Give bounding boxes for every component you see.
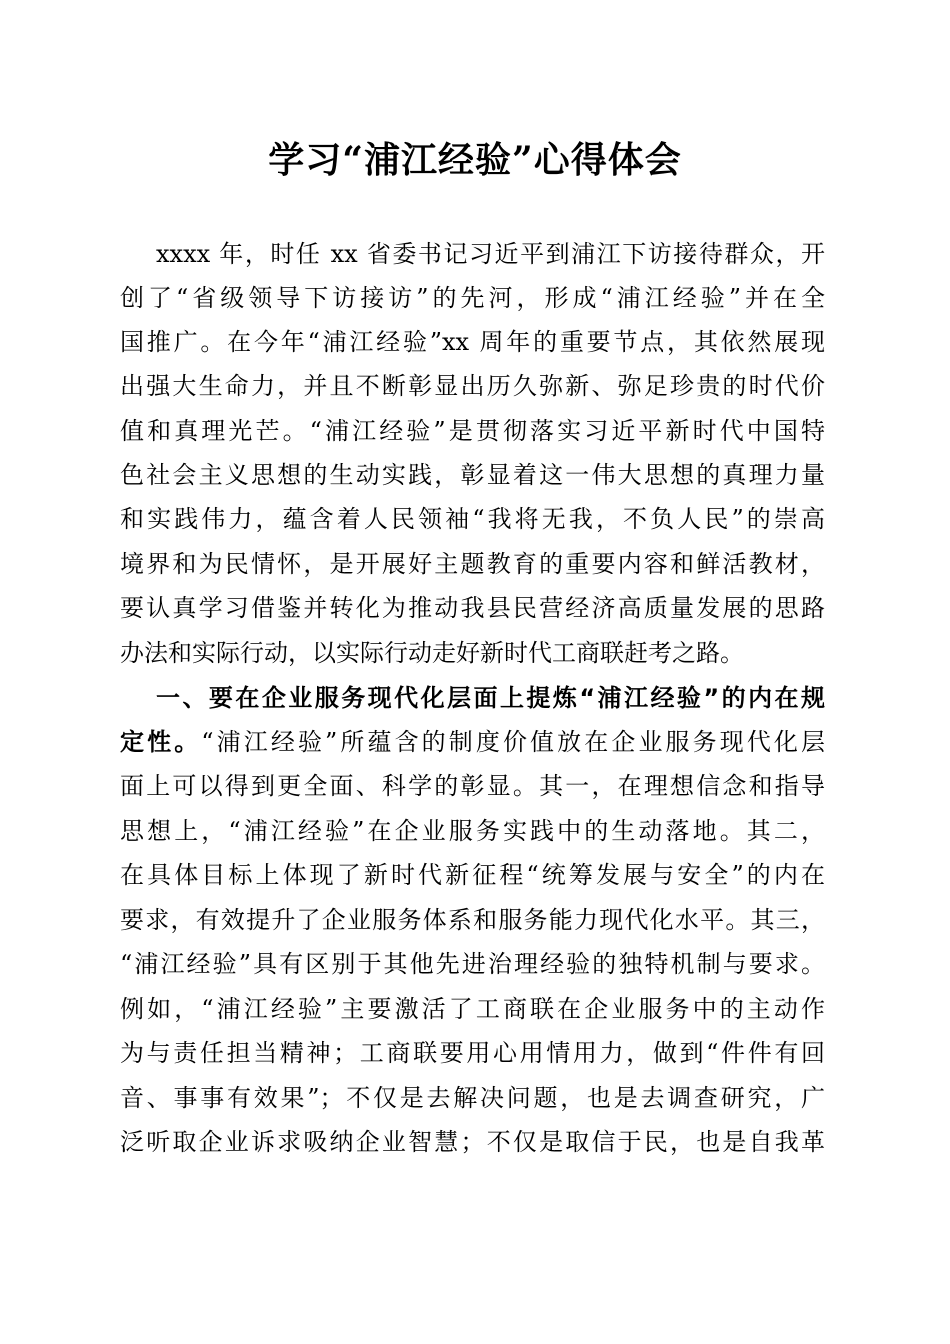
paragraph-line: 创了“省级领导下访接访”的先河，形成“浦江经验”并在全 bbox=[120, 284, 825, 312]
paragraph-line: 要认真学习借鉴并转化为推动我县民营经济高质量发展的思路 bbox=[120, 594, 825, 622]
section-heading: 一、要在企业服务现代化层面上提炼“浦江经验”的内在规 bbox=[156, 684, 825, 712]
paragraph-line: 泛听取企业诉求吸纳企业智慧；不仅是取信于民，也是自我革 bbox=[120, 1128, 825, 1156]
paragraph-line: 色社会主义思想的生动实践，彰显着这一伟大思想的真理力量 bbox=[120, 461, 825, 489]
paragraph-line: 国推广。在今年“浦江经验”xx 周年的重要节点，其依然展现 bbox=[120, 328, 825, 356]
paragraph-line: 境界和为民情怀，是开展好主题教育的重要内容和鲜活教材， bbox=[120, 550, 825, 578]
document-title: 学习“浦江经验”心得体会 bbox=[268, 139, 682, 181]
paragraph-line: xxxx 年，时任 xx 省委书记习近平到浦江下访接待群众，开 bbox=[156, 240, 825, 268]
paragraph-line: 办法和实际行动，以实际行动走好新时代工商联赶考之路。 bbox=[120, 639, 744, 667]
paragraph-line: 要求，有效提升了企业服务体系和服务能力现代化水平。其三， bbox=[120, 906, 825, 934]
paragraph-line: 为与责任担当精神；工商联要用心用情用力，做到“件件有回 bbox=[120, 1039, 825, 1067]
section-heading-continued-line bbox=[120, 720, 825, 764]
paragraph-text: “浦江经验”所蕴含的制度价值放在企业服务现代化层 bbox=[201, 728, 825, 756]
paragraph-line: “浦江经验”具有区别于其他先进治理经验的独特机制与要求。 bbox=[120, 950, 825, 978]
section-heading-end: 定性。 bbox=[120, 728, 202, 756]
paragraph-line: 音、事事有效果”；不仅是去解决问题，也是去调查研究，广 bbox=[120, 1084, 825, 1112]
paragraph-line: 思想上，“浦江经验”在企业服务实践中的生动落地。其二， bbox=[120, 817, 825, 845]
paragraph-line: 出强大生命力，并且不断彰显出历久弥新、弥足珍贵的时代价 bbox=[120, 372, 825, 400]
paragraph-line: 在具体目标上体现了新时代新征程“统筹发展与安全”的内在 bbox=[120, 861, 825, 889]
paragraph-line: 面上可以得到更全面、科学的彰显。其一，在理想信念和指导 bbox=[120, 772, 825, 800]
paragraph-line: 例如，“浦江经验”主要激活了工商联在企业服务中的主动作 bbox=[120, 995, 825, 1023]
paragraph-line: 和实践伟力，蕴含着人民领袖“我将无我，不负人民”的崇高 bbox=[120, 505, 825, 533]
paragraph-line: 值和真理光芒。“浦江经验”是贯彻落实习近平新时代中国特 bbox=[120, 417, 825, 445]
